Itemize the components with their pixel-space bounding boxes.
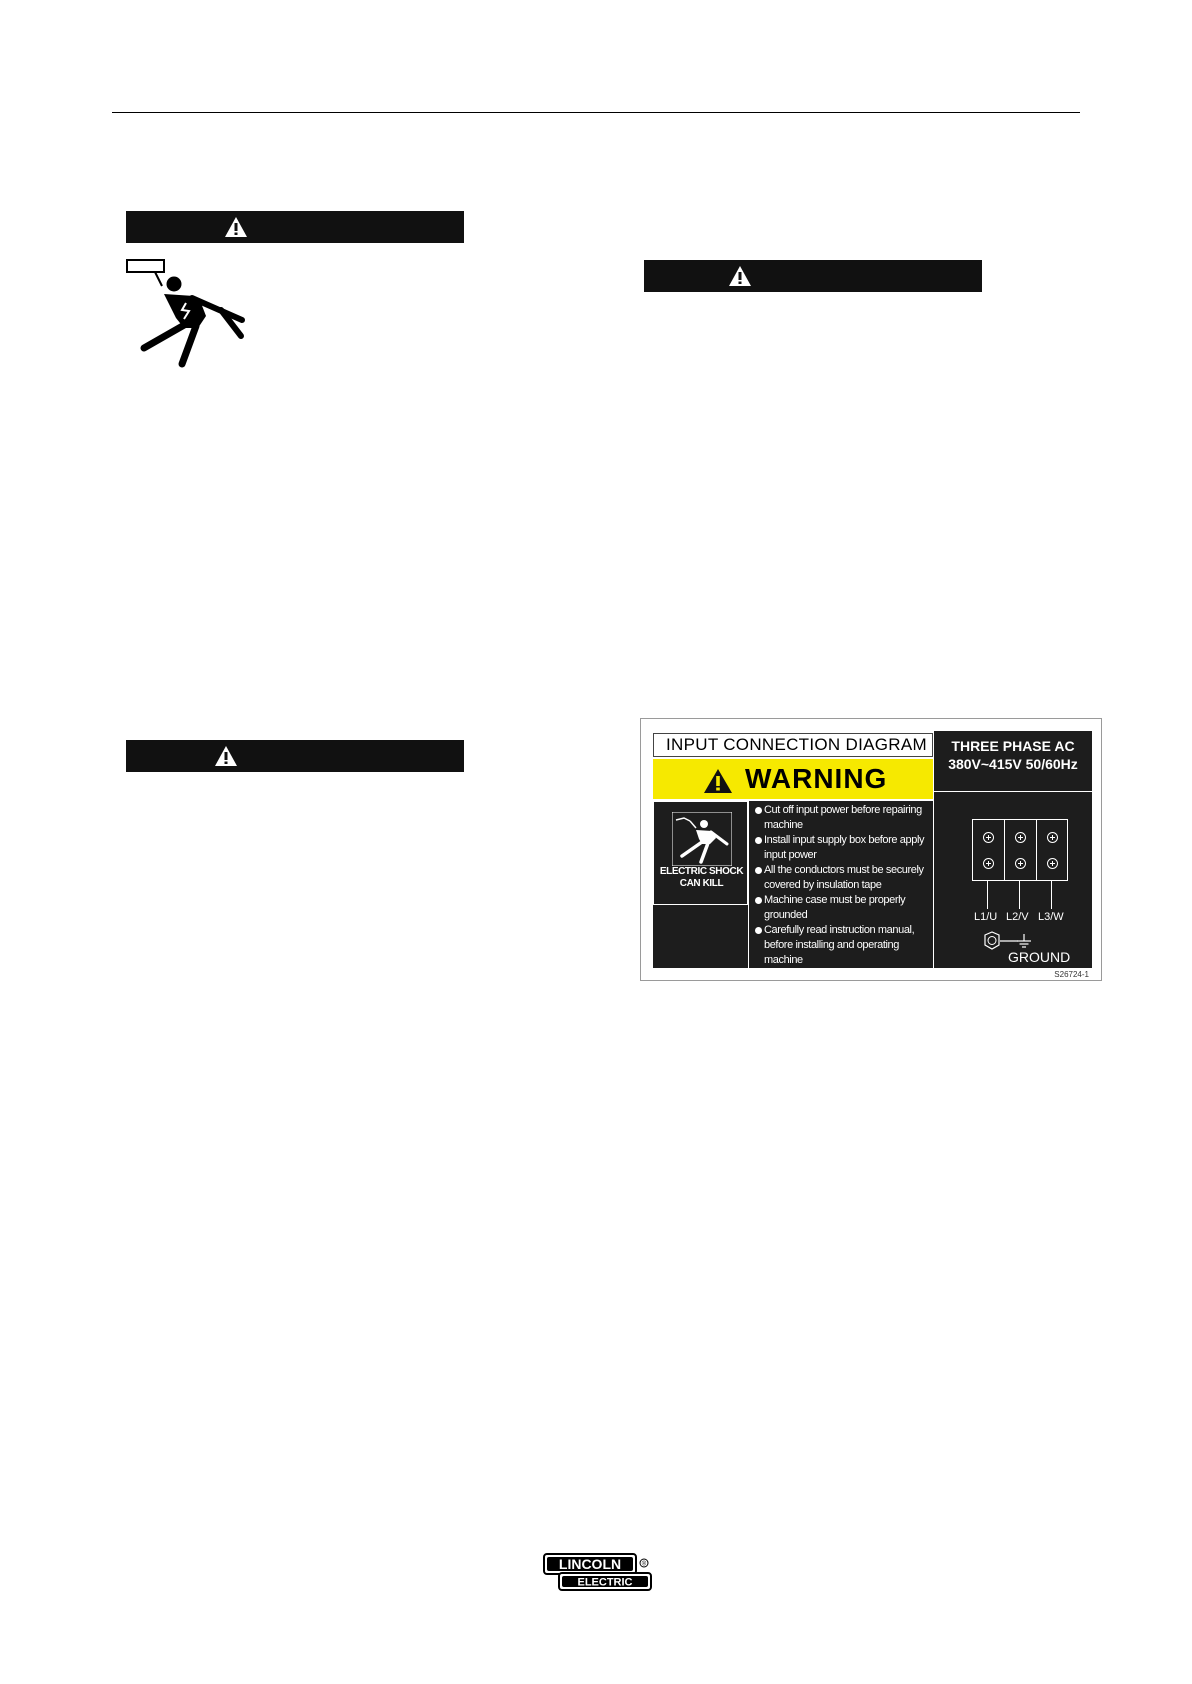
warning-triangle-icon [214, 745, 238, 767]
warning-bar [126, 740, 464, 772]
warning-bar [644, 260, 982, 292]
label-warning-text: WARNING [745, 763, 888, 794]
terminal-lead [1051, 881, 1052, 909]
list-item: Carefully read instruction manual, before installing and operating machine [755, 923, 933, 968]
logo-registered-mark: ® [641, 1561, 647, 1568]
terminal-screw-icon [1047, 832, 1058, 843]
terminal-screw-icon [983, 858, 994, 869]
terminal-screw-icon [1015, 832, 1026, 843]
label-title: INPUT CONNECTION DIAGRAM [653, 733, 933, 757]
label-connection-panel [934, 731, 1092, 968]
terminal-screw-icon [983, 832, 994, 843]
shock-caption-line2: CAN KILL [679, 878, 724, 889]
warning-triangle-icon [728, 265, 752, 287]
logo-line1: LINCOLN [558, 1556, 622, 1572]
warning-bar [126, 211, 464, 243]
electric-shock-icon [126, 258, 248, 370]
terminal-label-l2: L2/V [1006, 911, 1029, 923]
shock-caption-line1: ELECTRIC SHOCK [659, 866, 744, 877]
divider [934, 791, 1092, 792]
terminal-label-l1: L1/U [974, 911, 998, 923]
terminal-label-l3: L3/W [1038, 911, 1064, 923]
terminal-screw-icon [1015, 858, 1026, 869]
terminal-lead [987, 881, 988, 909]
label-warning-banner [653, 759, 933, 799]
electric-shock-icon [672, 812, 732, 866]
list-item: All the conductors must be securely covered by insulation tape [755, 863, 933, 893]
warning-triangle-icon [224, 216, 248, 238]
logo-line2: ELECTRIC [577, 1576, 633, 1589]
warning-triangle-icon [703, 768, 733, 794]
ground-label: GROUND [1008, 949, 1071, 965]
list-item: Machine case must be properly grounded [755, 893, 933, 923]
header-rule [112, 112, 1080, 113]
phase-spec [934, 737, 1092, 773]
phase-line2: 380V~415V 50/60Hz [948, 756, 1078, 772]
list-item: Cut off input power before repairing machine [755, 803, 933, 833]
terminal-lead [1019, 881, 1020, 909]
shock-caption [654, 866, 749, 890]
divider [1004, 820, 1005, 880]
phase-line1: THREE PHASE AC [951, 738, 1075, 754]
shock-hazard-box [653, 801, 748, 905]
list-item: Install input supply box before apply input power [755, 833, 933, 863]
label-bullet-list [748, 801, 933, 968]
input-connection-label [640, 718, 1102, 981]
divider [1036, 820, 1037, 880]
label-part-number: S26724-1 [1054, 970, 1089, 979]
terminal-screw-icon [1047, 858, 1058, 869]
lincoln-electric-logo [543, 1553, 653, 1591]
terminal-block [972, 819, 1068, 881]
